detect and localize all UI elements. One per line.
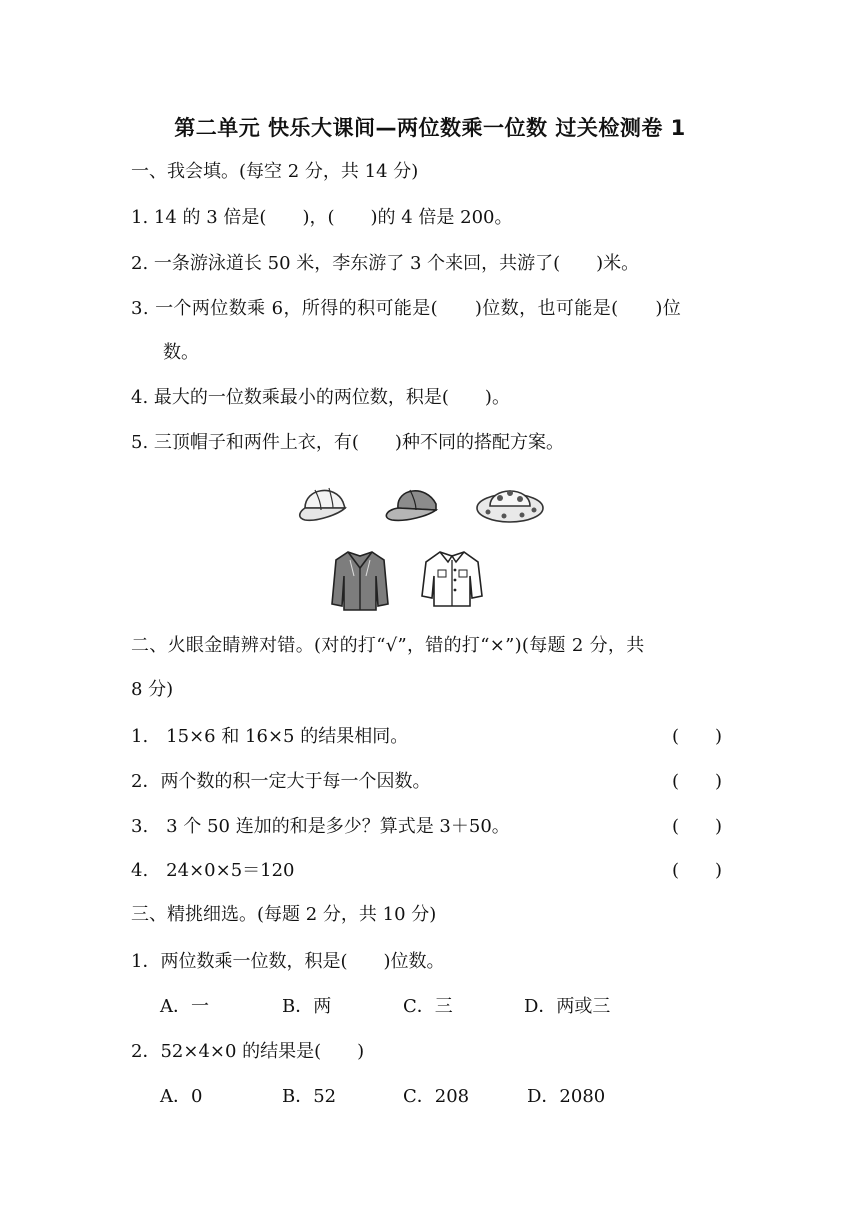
s1-item-3: 3. 一个两位数乘 6，所得的积可能是( )位数，也可能是( )位 [131, 298, 682, 319]
s2-item-2: 2．两个数的积一定大于每一个因数。 [131, 771, 431, 792]
s2-item-2-answer: ( ) [672, 771, 723, 792]
section3-heading: 三、精挑细选。(每题 2 分，共 10 分) [131, 904, 437, 925]
hat-2-icon [380, 480, 446, 526]
s2-item-4: 4. 24×0×5＝120 [131, 860, 295, 881]
s1-item-3-cont: 数。 [163, 342, 199, 363]
s1-item-4: 4. 最大的一位数乘最小的两位数，积是( )。 [131, 387, 510, 408]
s3-q1-option-d: D．两或三 [524, 996, 611, 1017]
s3-q1-option-b: B．两 [282, 996, 332, 1017]
s2-item-1: 1. 15×6 和 16×5 的结果相同。 [131, 726, 409, 747]
s2-item-3: 3. 3 个 50 连加的和是多少？算式是 3＋50。 [131, 816, 510, 837]
s3-q2: 2．52×4×0 的结果是( ) [131, 1041, 365, 1062]
s1-item-1: 1. 14 的 3 倍是( )，( )的 4 倍是 200。 [131, 207, 513, 228]
hat-3-icon [474, 478, 546, 526]
s1-item-5: 5. 三顶帽子和两件上衣，有( )种不同的搭配方案。 [131, 432, 564, 453]
shirt-icon [418, 546, 486, 610]
s3-q2-option-d: D．2080 [527, 1086, 606, 1107]
s3-q2-option-a: A．0 [160, 1086, 203, 1107]
s2-item-4-answer: ( ) [672, 860, 723, 881]
s2-item-3-answer: ( ) [672, 816, 723, 837]
s3-q1-option-c: C．三 [403, 996, 453, 1017]
hat-1-icon [295, 478, 357, 526]
s1-item-2: 2. 一条游泳道长 50 米，李东游了 3 个来回，共游了( )米。 [131, 253, 640, 274]
section1-heading: 一、我会填。(每空 2 分，共 14 分) [131, 161, 419, 182]
s3-q2-option-b: B．52 [282, 1086, 337, 1107]
s3-q2-option-c: C．208 [403, 1086, 470, 1107]
jacket-icon [328, 546, 392, 614]
s3-q1-option-a: A．一 [160, 996, 209, 1017]
s2-item-1-answer: ( ) [672, 726, 723, 747]
section2-heading: 二、火眼金睛辨对错。(对的打“√”，错的打“×”)(每题 2 分，共 [131, 635, 645, 656]
page-title: 第二单元 快乐大课间—两位数乘一位数 过关检测卷 1 [174, 116, 686, 140]
section2-heading-cont: 8 分) [131, 679, 174, 700]
s3-q1: 1．两位数乘一位数，积是( )位数。 [131, 951, 445, 972]
